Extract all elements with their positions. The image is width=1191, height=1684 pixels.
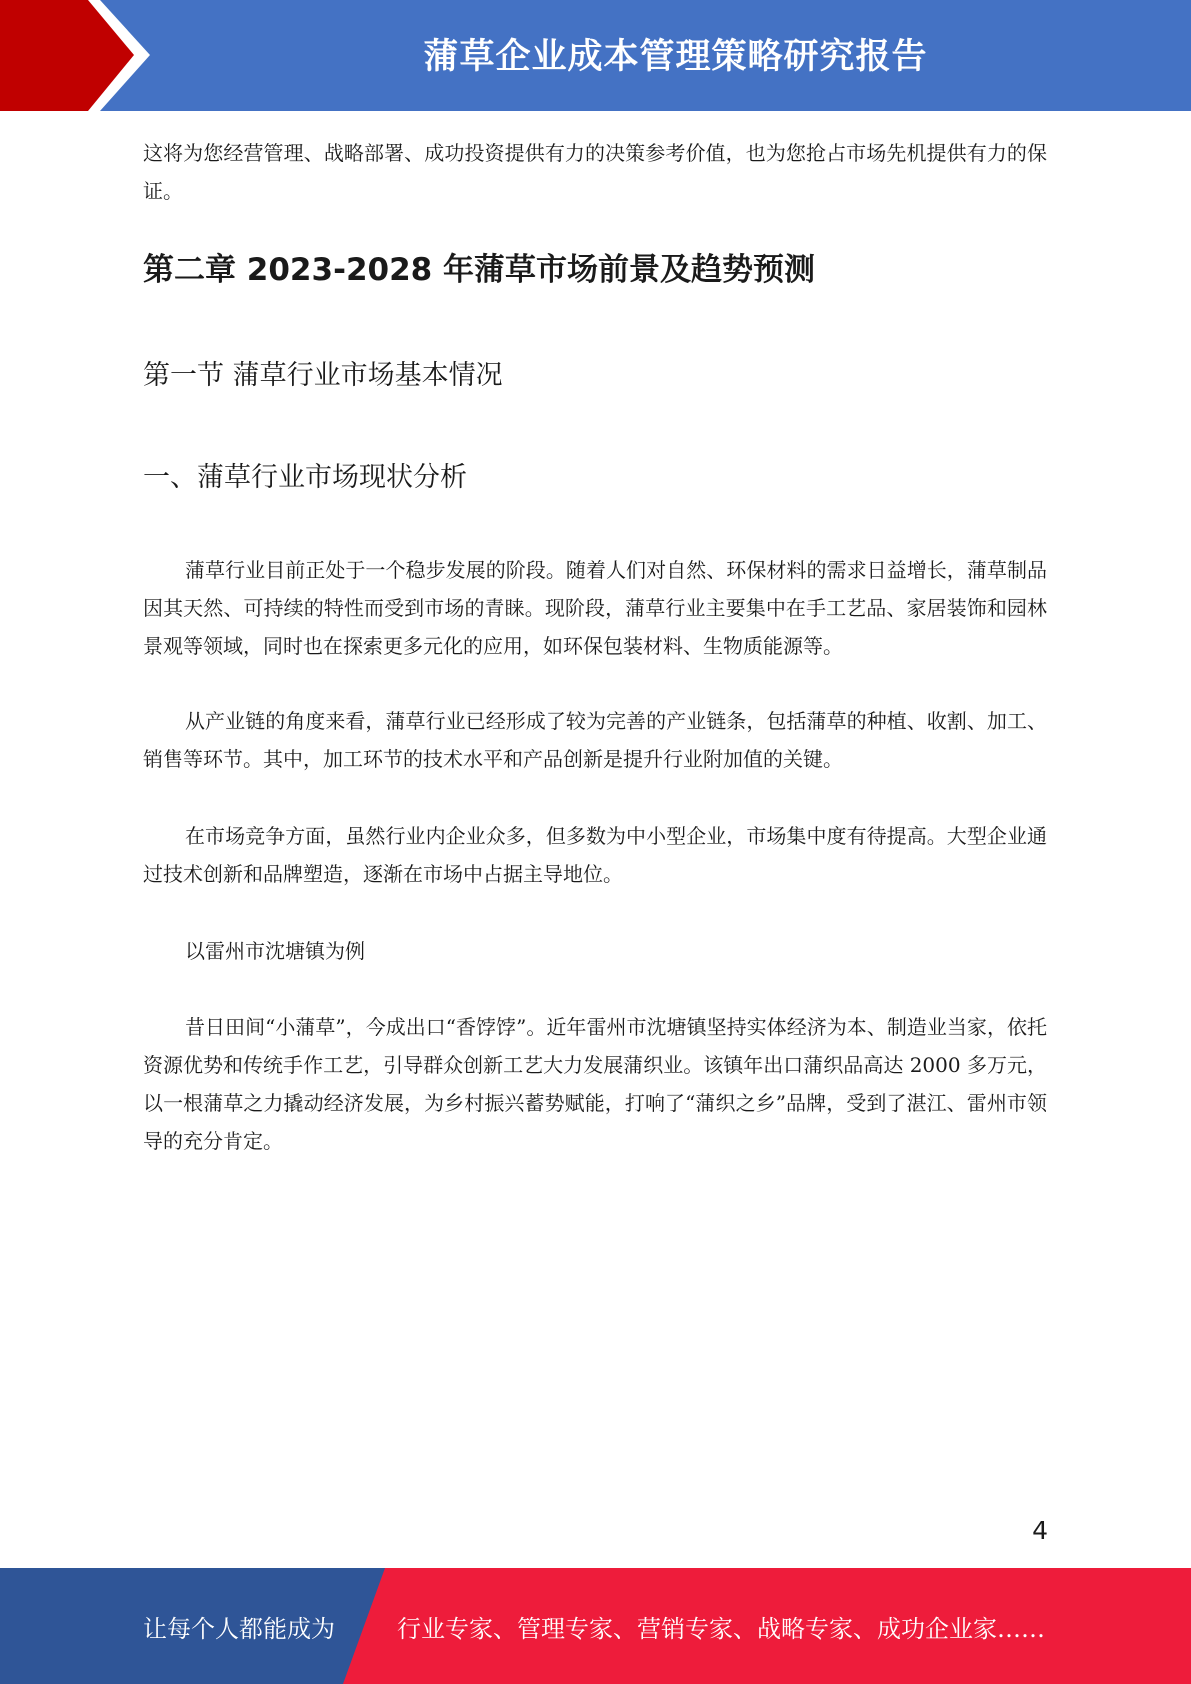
paragraph: 在市场竞争方面，虽然行业内企业众多，但多数为中小型企业，市场集中度有待提高。大型企业通过技术创新和品牌塑造，逐渐在市场中占据主导地位。: [143, 824, 1047, 886]
footer-slogan-right: 行业专家、管理专家、营销专家、战略专家、成功企业家……: [397, 1614, 1045, 1643]
intro-paragraph: 这将为您经营管理、战略部署、成功投资提供有力的决策参考价值，也为您抢占市场先机提供有力的保证。: [143, 141, 1047, 203]
footer-banner: [0, 1568, 1191, 1684]
paragraph-block-1: [143, 551, 1047, 665]
paragraph-block-4: [143, 932, 1047, 970]
page-number: 4: [1032, 1516, 1048, 1545]
chapter-title: 第二章 2023-2028 年蒲草市场前景及趋势预测: [143, 252, 816, 288]
section-title: 第一节 蒲草行业市场基本情况: [143, 360, 503, 391]
paragraph: 蒲草行业目前正处于一个稳步发展的阶段。随着人们对自然、环保材料的需求日益增长，蒲草制品因其天然、可持续的特性而受到市场的青睐。现阶段，蒲草行业主要集中在手工艺品、家居装饰和园林景观等领域，同时也在探索更多元化的应用，如环保包装材料、生物质能源等。: [143, 558, 1047, 658]
paragraph: 从产业链的角度来看，蒲草行业已经形成了较为完善的产业链条，包括蒲草的种植、收割、加工、销售等环节。其中，加工环节的技术水平和产品创新是提升行业附加值的关键。: [143, 709, 1047, 771]
subsection-title: 一、蒲草行业市场现状分析: [143, 462, 467, 493]
report-title: 蒲草企业成本管理策略研究报告: [423, 37, 928, 77]
paragraph-block-5: [143, 1008, 1047, 1160]
header-banner: [0, 0, 1191, 111]
intro-block: [143, 134, 1047, 210]
footer-slogan-left: 让每个人都能成为: [143, 1614, 335, 1643]
paragraph-block-3: [143, 817, 1047, 893]
paragraph: 以雷州市沈塘镇为例: [185, 939, 365, 963]
paragraph-block-2: [143, 702, 1047, 778]
paragraph: 昔日田间“小蒲草”，今成出口“香饽饽”。近年雷州市沈塘镇坚持实体经济为本、制造业当家，依托资源优势和传统手作工艺，引导群众创新工艺大力发展蒲织业。该镇年出口蒲织品高达 2000 多万元，以一根蒲草之力撬动经济发展，为乡村振兴蓄势赋能，打响了“蒲织之乡”品牌，受到了湛江、雷州市领导的充分肯定。: [143, 1015, 1047, 1153]
